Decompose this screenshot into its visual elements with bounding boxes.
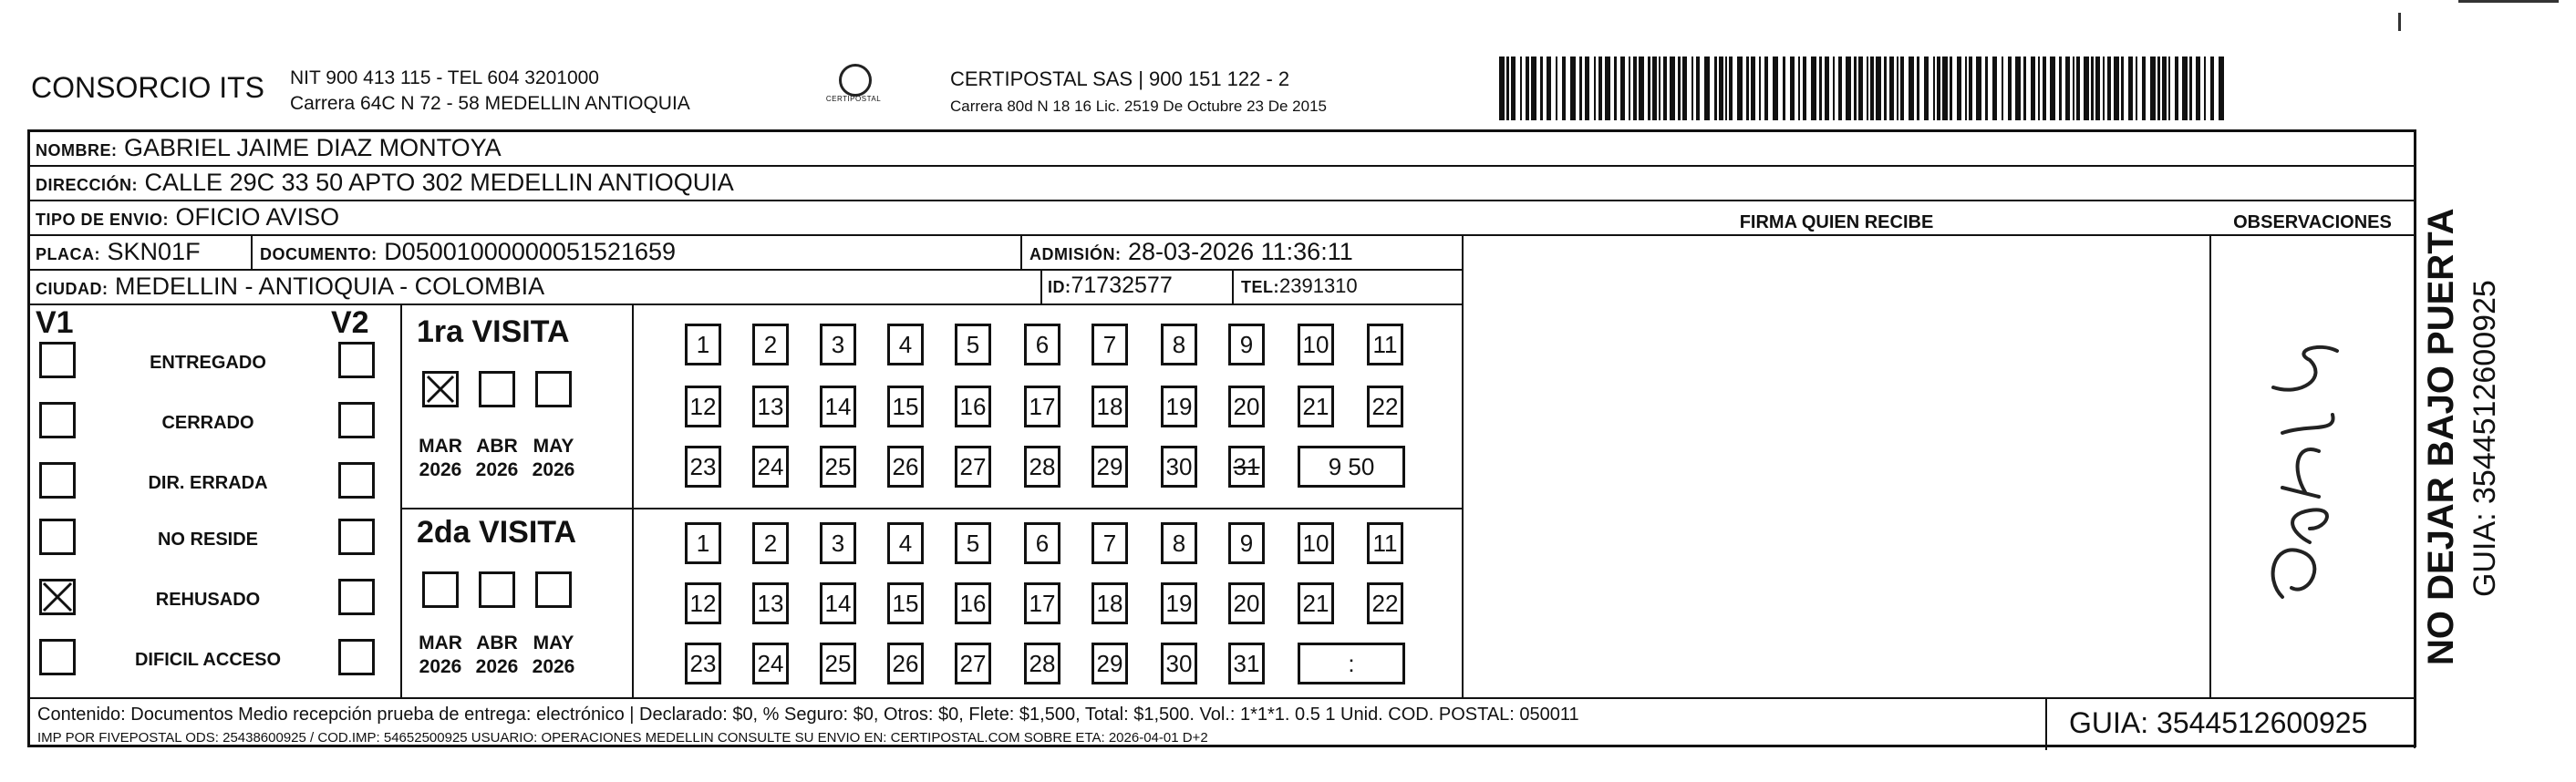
- day-box[interactable]: 17: [1024, 582, 1060, 624]
- barcode-bar: [1547, 57, 1551, 120]
- barcode-bar: [2196, 57, 2200, 120]
- day-box[interactable]: 2: [752, 324, 789, 365]
- barcode-bar: [2073, 57, 2074, 120]
- day-box[interactable]: 15: [887, 386, 924, 427]
- firma-header: FIRMA QUIEN RECIBE: [1739, 212, 1934, 232]
- month-year: 2026: [475, 656, 519, 677]
- day-box[interactable]: 20: [1228, 582, 1265, 624]
- rule: [30, 200, 2414, 201]
- barcode-bar: [2084, 57, 2089, 120]
- tipo-value: OFICIO AVISO: [175, 203, 340, 231]
- rule: [251, 234, 253, 269]
- barcode-bar: [2150, 57, 2156, 120]
- barcode-bar: [1917, 57, 1919, 120]
- barcode-bar: [1889, 57, 1894, 120]
- barcode-bar: [1909, 57, 1914, 120]
- barcode-bar: [1678, 57, 1681, 120]
- v2-header: V2: [331, 305, 369, 340]
- v1-checkbox[interactable]: [39, 342, 76, 378]
- rule: [30, 234, 2414, 236]
- check-x-icon: [425, 374, 456, 405]
- day-box[interactable]: 12: [685, 386, 721, 427]
- direccion-label: DIRECCIÓN:: [36, 176, 138, 194]
- month-label: [470, 435, 524, 482]
- tipo-label: TIPO DE ENVIO:: [36, 211, 170, 229]
- barcode-bar: [1594, 57, 1596, 120]
- day-box[interactable]: 21: [1298, 582, 1334, 624]
- v2-checkbox[interactable]: [338, 519, 375, 555]
- barcode-bar: [2008, 57, 2012, 120]
- barcode-bar: [1798, 57, 1800, 120]
- barcode-bar: [2107, 57, 2111, 120]
- barcode-bar: [1950, 57, 1952, 120]
- month-name: ABR: [476, 436, 518, 457]
- day-box[interactable]: 17: [1024, 386, 1060, 427]
- company-name: CONSORCIO ITS: [31, 71, 265, 104]
- month-label: [470, 632, 524, 679]
- status-label: CERRADO: [161, 413, 254, 433]
- barcode-bar: [1639, 57, 1644, 120]
- barcode-bar: [1704, 57, 1710, 120]
- barcode-bar: [1562, 57, 1566, 120]
- barcode-bar: [1598, 57, 1602, 120]
- barcode-bar: [1790, 57, 1795, 120]
- barcode-bar: [1759, 57, 1761, 120]
- status-label: NO RESIDE: [157, 530, 259, 550]
- barcode-bar: [2210, 57, 2214, 120]
- tel-cell: [1241, 274, 1358, 298]
- barcode-bar: [1957, 57, 1961, 120]
- barcode-bar: [1819, 57, 1822, 120]
- v1-checkbox[interactable]: [39, 402, 76, 438]
- warning-vertical: NO DEJAR BAJO PUERTA: [2421, 208, 2461, 665]
- day-box[interactable]: 8: [1161, 324, 1197, 365]
- day-box[interactable]: 27: [955, 446, 991, 488]
- barcode-bar: [1924, 57, 1929, 120]
- delivery-form: [27, 129, 2416, 747]
- day-box[interactable]: 2: [752, 522, 789, 564]
- month-name: ABR: [476, 633, 518, 653]
- barcode-bar: [2189, 57, 2192, 120]
- barcode-bar: [1719, 57, 1723, 120]
- status-label: ENTREGADO: [150, 353, 266, 373]
- barcode-bar: [1985, 57, 1988, 120]
- contents-line: Contenido: Documentos Medio recepción prueba de entrega: electrónico | Declarado: $0, % Seguro: $0, Otros: $0, Flete: $1,500, Total: $1,500. Vol.: 1*1*1. 0.5 1 Unid. COD. POSTAL: 050011: [37, 705, 1579, 725]
- rule: [2045, 697, 2047, 750]
- day-box[interactable]: 16: [955, 582, 991, 624]
- rule: [2209, 234, 2211, 697]
- day-box[interactable]: 12: [685, 582, 721, 624]
- month-year: 2026: [419, 459, 462, 480]
- month-checkbox[interactable]: [422, 571, 459, 608]
- barcode-bar: [2059, 57, 2062, 120]
- barcode-bar: [2043, 57, 2046, 120]
- month-year: 2026: [532, 656, 575, 677]
- barcode-bar: [1746, 57, 1749, 120]
- month-checkbox[interactable]: [479, 371, 515, 407]
- tipo-row: [36, 203, 339, 232]
- rule: [30, 165, 2414, 167]
- day-box[interactable]: 1: [685, 324, 721, 365]
- day-box[interactable]: 30: [1161, 446, 1197, 488]
- barcode-bar: [1825, 57, 1829, 120]
- id-label: ID:: [1048, 278, 1071, 296]
- month-checkbox[interactable]: [422, 371, 459, 407]
- guia-number: GUIA: 3544512600925: [2069, 706, 2368, 739]
- ciudad-label: CIUDAD:: [36, 280, 109, 298]
- id-cell: [1048, 273, 1173, 299]
- v1-header: V1: [36, 305, 74, 340]
- day-box[interactable]: 26: [887, 643, 924, 684]
- barcode-bar: [1670, 57, 1675, 120]
- day-box[interactable]: 3: [820, 522, 856, 564]
- day-box[interactable]: 30: [1161, 643, 1197, 684]
- barcode-bar: [2050, 57, 2055, 120]
- carrier-name: CERTIPOSTAL SAS | 900 151 122 - 2: [950, 67, 1290, 90]
- placa-value: SKN01F: [107, 238, 201, 265]
- barcode-bar: [1725, 57, 1727, 120]
- day-box[interactable]: 29: [1091, 446, 1128, 488]
- month-year: 2026: [419, 656, 462, 677]
- month-label: [413, 632, 468, 679]
- barcode-bar: [1556, 57, 1557, 120]
- day-box[interactable]: 10: [1298, 324, 1334, 365]
- day-box[interactable]: 28: [1024, 643, 1060, 684]
- barcode-bar: [1933, 57, 1935, 120]
- rule: [400, 508, 1462, 509]
- day-box[interactable]: 4: [887, 522, 924, 564]
- barcode-bar: [1858, 57, 1863, 120]
- day-box[interactable]: 7: [1091, 324, 1128, 365]
- id-value: 71732577: [1071, 273, 1173, 298]
- month-name: MAY: [533, 436, 574, 457]
- day-box[interactable]: 24: [752, 446, 789, 488]
- day-box[interactable]: 28: [1024, 446, 1060, 488]
- barcode-bar: [1729, 57, 1733, 120]
- barcode-bar: [2002, 57, 2003, 120]
- day-box[interactable]: 23: [685, 643, 721, 684]
- day-box[interactable]: 4: [887, 324, 924, 365]
- barcode-bar: [1531, 57, 1536, 120]
- check-x-icon: [42, 581, 73, 612]
- barcode-bar: [1992, 57, 1997, 120]
- month-checkbox[interactable]: [479, 571, 515, 608]
- barcode-icon: [1499, 57, 2229, 120]
- barcode-bar: [1682, 57, 1687, 120]
- barcode-bar: [2136, 57, 2137, 120]
- barcode-bar: [1691, 57, 1693, 120]
- day-box[interactable]: 14: [820, 582, 856, 624]
- day-box[interactable]: 26: [887, 446, 924, 488]
- month-checkbox[interactable]: [535, 571, 572, 608]
- barcode-bar: [1846, 57, 1851, 120]
- barcode-bar: [2076, 57, 2080, 120]
- barcode-bar: [1897, 57, 1898, 120]
- rule: [30, 304, 1462, 305]
- rule: [30, 697, 2414, 699]
- barcode-bar: [1585, 57, 1589, 120]
- rule: [1040, 269, 1042, 304]
- barcode-bar: [2031, 57, 2035, 120]
- day-box[interactable]: 13: [752, 386, 789, 427]
- barcode-bar: [1663, 57, 1667, 120]
- barcode-bar: [1854, 57, 1857, 120]
- day-box[interactable]: 29: [1091, 643, 1128, 684]
- v1-checkbox[interactable]: [39, 579, 76, 615]
- v2-checkbox[interactable]: [338, 402, 375, 438]
- status-label: DIR. ERRADA: [148, 473, 268, 493]
- company-address: Carrera 64C N 72 - 58 MEDELLIN ANTIOQUIA: [290, 93, 690, 114]
- barcode-bar: [1540, 57, 1543, 120]
- barcode-bar: [1811, 57, 1816, 120]
- barcode-bar: [1969, 57, 1972, 120]
- print-info-line: IMP POR FIVEPOSTAL ODS: 25438600925 / COD.IMP: 54652500925 USUARIO: OPERACIONES MEDELLIN CONSULTE SU ENVIO EN: CERTIPOSTAL.COM SOBRE ETA: 2026-04-01 D+2: [37, 730, 1208, 746]
- handwritten-observation: [2255, 333, 2364, 606]
- rule: [30, 269, 1462, 271]
- day-box[interactable]: 25: [820, 643, 856, 684]
- placa-label: PLACA:: [36, 245, 100, 263]
- barcode-bar: [1764, 57, 1768, 120]
- barcode-bar: [1884, 57, 1887, 120]
- rule: [1232, 269, 1234, 304]
- barcode-bar: [1614, 57, 1617, 120]
- tel-label: TEL:: [1241, 278, 1279, 296]
- barcode-bar: [2168, 57, 2170, 120]
- month-name: MAR: [419, 436, 462, 457]
- barcode-bar: [1714, 57, 1717, 120]
- barcode-bar: [2182, 57, 2188, 120]
- company-contact: [290, 66, 690, 117]
- day-box[interactable]: 9: [1228, 324, 1265, 365]
- certipostal-logo-text: CERTIPOSTAL: [825, 95, 882, 103]
- carrier-info: [950, 66, 1327, 120]
- day-box[interactable]: 21: [1298, 386, 1334, 427]
- v1-checkbox[interactable]: [39, 639, 76, 675]
- documento-cell: [260, 238, 676, 266]
- day-box[interactable]: 3: [820, 324, 856, 365]
- day-extra-box[interactable]: 9 50: [1298, 446, 1405, 488]
- barcode-bar: [2204, 57, 2206, 120]
- barcode-bar: [1633, 57, 1637, 120]
- barcode-bar: [2095, 57, 2100, 120]
- documento-label: DOCUMENTO:: [260, 245, 378, 263]
- barcode-bar: [1867, 57, 1868, 120]
- barcode-bar: [2065, 57, 2070, 120]
- month-label: [413, 435, 468, 482]
- rule: [1020, 234, 1022, 269]
- v2-checkbox[interactable]: [338, 639, 375, 675]
- direccion-value: CALLE 29C 33 50 APTO 302 MEDELLIN ANTIOQUIA: [144, 169, 734, 196]
- day-box[interactable]: 6: [1024, 324, 1060, 365]
- day-box[interactable]: 10: [1298, 522, 1334, 564]
- barcode-bar: [1526, 57, 1529, 120]
- day-box[interactable]: 18: [1091, 386, 1128, 427]
- barcode-bar: [1652, 57, 1657, 120]
- barcode-bar: [2162, 57, 2167, 120]
- nombre-value: GABRIEL JAIME DIAZ MONTOYA: [124, 134, 502, 161]
- v2-checkbox[interactable]: [338, 462, 375, 499]
- barcode-bar: [1499, 57, 1505, 120]
- day-box[interactable]: 19: [1161, 582, 1197, 624]
- day-box[interactable]: 11: [1367, 324, 1403, 365]
- day-box[interactable]: 5: [955, 522, 991, 564]
- barcode-bar: [1629, 57, 1630, 120]
- day-box[interactable]: 18: [1091, 582, 1128, 624]
- day-box[interactable]: 11: [1367, 522, 1403, 564]
- status-label: REHUSADO: [155, 590, 261, 610]
- month-label: [526, 632, 581, 679]
- barcode-bar: [2157, 57, 2160, 120]
- month-year: 2026: [475, 459, 519, 480]
- admision-value: 28-03-2026 11:36:11: [1128, 238, 1353, 265]
- barcode-bar: [1579, 57, 1582, 120]
- barcode-bar: [2103, 57, 2105, 120]
- day-box[interactable]: 20: [1228, 386, 1265, 427]
- v1-checkbox[interactable]: [39, 519, 76, 555]
- barcode-bar: [1751, 57, 1755, 120]
- day-box[interactable]: 6: [1024, 522, 1060, 564]
- top-tick-mark: [2398, 13, 2401, 31]
- barcode-bar: [2121, 57, 2124, 120]
- nombre-label: NOMBRE:: [36, 141, 118, 159]
- barcode-bar: [1976, 57, 1981, 120]
- day-box[interactable]: 24: [752, 643, 789, 684]
- barcode-bar: [1876, 57, 1881, 120]
- observaciones-header: OBSERVACIONES: [2233, 212, 2392, 232]
- barcode-bar: [1773, 57, 1778, 120]
- day-box[interactable]: 8: [1161, 522, 1197, 564]
- rule: [2414, 165, 2416, 748]
- day-extra-box[interactable]: :: [1298, 643, 1405, 684]
- day-box[interactable]: 27: [955, 643, 991, 684]
- day-box[interactable]: 19: [1161, 386, 1197, 427]
- rule: [632, 304, 634, 697]
- barcode-bar: [1965, 57, 1967, 120]
- day-box[interactable]: 22: [1367, 582, 1403, 624]
- rule: [1462, 234, 1464, 697]
- day-box[interactable]: 31: [1228, 446, 1265, 488]
- guia-vertical: GUIA: 3544512600925: [2467, 280, 2502, 597]
- day-box[interactable]: 1: [685, 522, 721, 564]
- day-box[interactable]: 25: [820, 446, 856, 488]
- barcode-bar: [1605, 57, 1610, 120]
- barcode-bar: [2038, 57, 2040, 120]
- v2-checkbox[interactable]: [338, 342, 375, 378]
- nit-line: NIT 900 413 115 - TEL 604 3201000: [290, 67, 599, 88]
- barcode-bar: [1803, 57, 1806, 120]
- barcode-bar: [2091, 57, 2094, 120]
- barcode-bar: [1937, 57, 1940, 120]
- barcode-bar: [1942, 57, 1948, 120]
- barcode-bar: [2114, 57, 2119, 120]
- placa-cell: [36, 238, 201, 266]
- barcode-bar: [2023, 57, 2026, 120]
- first-visit-title: 1ra VISITA: [417, 314, 570, 349]
- ciudad-cell: [36, 273, 544, 301]
- status-label: DIFICIL ACCESO: [134, 650, 281, 670]
- barcode-bar: [2142, 57, 2146, 120]
- v1-checkbox[interactable]: [39, 462, 76, 499]
- day-box[interactable]: 16: [955, 386, 991, 427]
- barcode-bar: [1520, 57, 1522, 120]
- day-box[interactable]: 7: [1091, 522, 1128, 564]
- month-label: [526, 435, 581, 482]
- barcode-bar: [1659, 57, 1660, 120]
- admision-cell: [1029, 238, 1353, 266]
- documento-value: D05001000000051521659: [384, 238, 677, 265]
- tel-value: 2391310: [1279, 274, 1358, 297]
- barcode-bar: [1620, 57, 1625, 120]
- barcode-bar: [1838, 57, 1842, 120]
- barcode-bar: [2128, 57, 2133, 120]
- barcode-bar: [2015, 57, 2021, 120]
- barcode-bar: [1737, 57, 1743, 120]
- carrier-address: Carrera 80d N 18 16 Lic. 2519 De Octubre 23 De 2015: [950, 98, 1327, 115]
- month-name: MAR: [419, 633, 462, 653]
- barcode-bar: [1696, 57, 1700, 120]
- barcode-bar: [2175, 57, 2178, 120]
- month-checkbox[interactable]: [535, 371, 572, 407]
- month-name: MAY: [533, 633, 574, 653]
- month-year: 2026: [532, 459, 575, 480]
- barcode-bar: [1870, 57, 1874, 120]
- barcode-bar: [1511, 57, 1516, 120]
- barcode-bar: [1648, 57, 1650, 120]
- admision-label: ADMISIÓN:: [1029, 245, 1122, 263]
- day-box[interactable]: 9: [1228, 522, 1265, 564]
- ciudad-value: MEDELLIN - ANTIOQUIA - COLOMBIA: [115, 273, 545, 300]
- second-visit-title: 2da VISITA: [417, 515, 577, 550]
- day-box[interactable]: 23: [685, 446, 721, 488]
- day-box[interactable]: 31: [1228, 643, 1265, 684]
- certipostal-logo-icon: [839, 64, 872, 97]
- top-edge-mark: [2458, 0, 2559, 3]
- day-box[interactable]: 15: [887, 582, 924, 624]
- barcode-bar: [1833, 57, 1835, 120]
- barcode-bar: [1570, 57, 1576, 120]
- barcode-bar: [1900, 57, 1904, 120]
- rule: [400, 304, 402, 697]
- day-box[interactable]: 5: [955, 324, 991, 365]
- nombre-row: [36, 134, 502, 162]
- v2-checkbox[interactable]: [338, 579, 375, 615]
- barcode-bar: [2219, 57, 2224, 120]
- barcode-bar: [1506, 57, 1509, 120]
- direccion-row: [36, 169, 734, 197]
- day-box[interactable]: 22: [1367, 386, 1403, 427]
- barcode-bar: [1783, 57, 1785, 120]
- day-box[interactable]: 14: [820, 386, 856, 427]
- day-box[interactable]: 13: [752, 582, 789, 624]
- certipostal-logo: [821, 64, 886, 108]
